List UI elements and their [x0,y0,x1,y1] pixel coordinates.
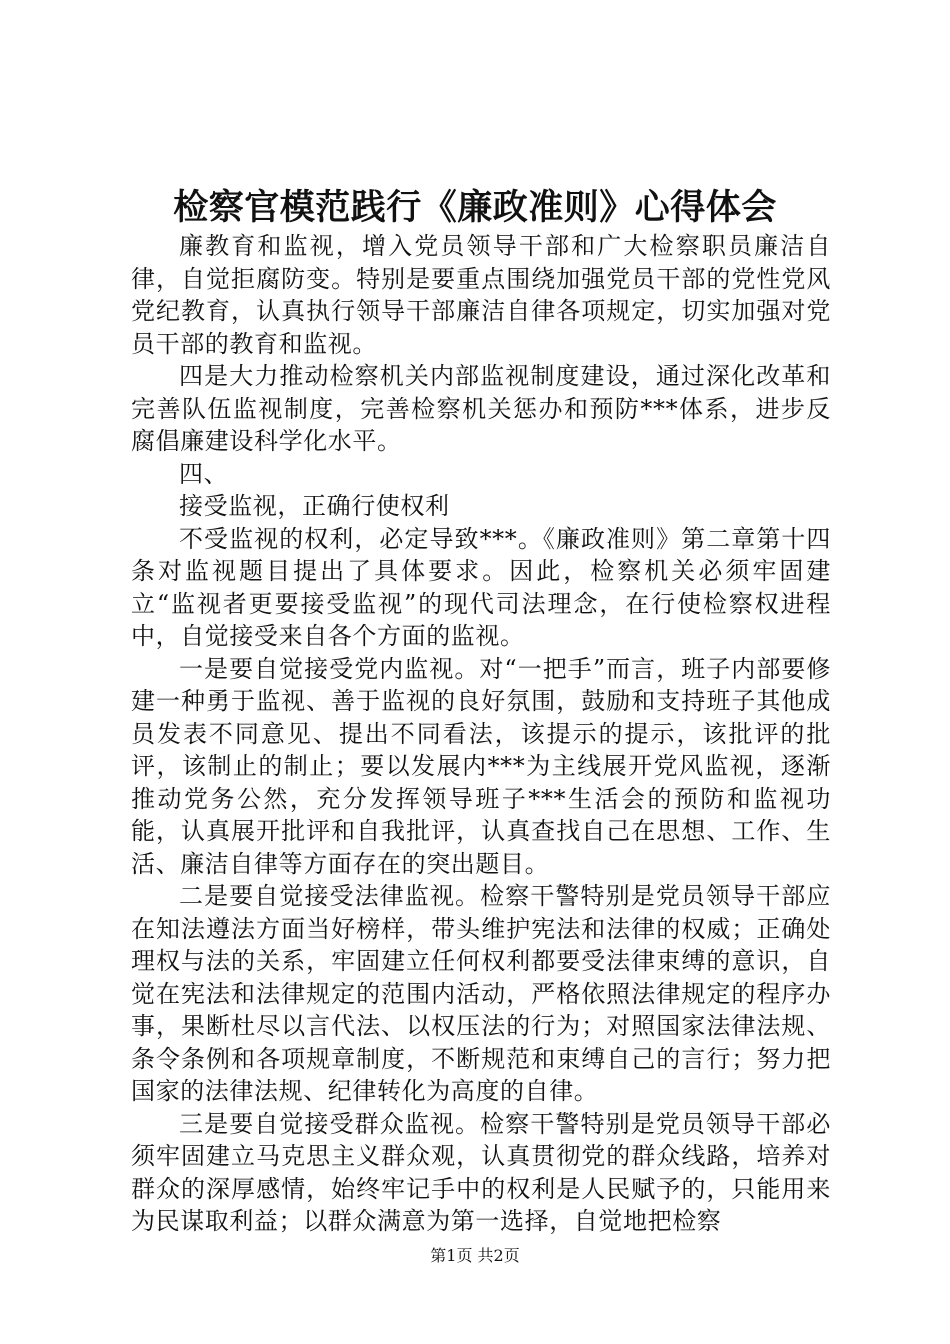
paragraph: 廉教育和监视，增入党员领导干部和广大检察职员廉洁自律，自觉拒腐防变。特别是要重点围绕加强党员干部的党性党风党纪教育，认真执行领导干部廉洁自律各项规定，切实加强对党员干部的教育和监视。 [131,232,831,358]
paragraph: 不受监视的权利，必定导致***。《廉政准则》第二章第十四条对监视题目提出了具体要求。因此，检察机关必须牢固建立“监视者更要接受监视”的现代司法理念，在行使检察权进程中，自觉接受来自各个方面的监视。 [131,524,831,650]
document-body [131,230,831,1238]
page-footer: 第1页 共2页 [430,1246,520,1265]
section-number: 四、 [179,459,229,488]
section-heading: 接受监视，正确行使权利 [179,492,450,520]
paragraph: 二是要自觉接受法律监视。检察干警特别是党员领导干部应在知法遵法方面当好榜样，带头维护宪法和法律的权威；正确处理权与法的关系，牢固建立任何权利都要受法律束缚的意识，自觉在宪法和法律规定的范围内活动，严格依照法律规定的程序办事，果断杜尽以言代法、以权压法的行为；对照国家法律法规、条令条例和各项规章制度，不断规范和束缚自己的言行；努力把国家的法律法规、纪律转化为高度的自律。 [131,882,831,1105]
paragraph: 四是大力推动检察机关内部监视制度建设，通过深化改革和完善队伍监视制度，完善检察机关惩办和预防***体系，进步反腐倡廉建设科学化水平。 [131,362,831,455]
paragraph: 一是要自觉接受党内监视。对“一把手”而言，班子内部要修建一种勇于监视、善于监视的良好氛围，鼓励和支持班子其他成员发表不同意见、提出不同看法，该提示的提示，该批评的批评，该制止的制止；要以发展内***为主线展开党风监视，逐渐推动党务公然，充分发挥领导班子***生活会的预防和监视功能，认真展开批评和自我批评，认真查找自己在思想、工作、生活、廉洁自律等方面存在的突出题目。 [131,654,831,878]
paragraph: 三是要自觉接受群众监视。检察干警特别是党员领导干部必须牢固建立马克思主义群众观，认真贯彻党的群众线路，培养对群众的深厚感情，始终牢记手中的权利是人民赋予的，只能用来为民谋取利益；以群众满意为第一选择，自觉地把检察 [131,1109,831,1235]
document-title: 检察官模范践行《廉政准则》心得体会 [173,188,777,228]
